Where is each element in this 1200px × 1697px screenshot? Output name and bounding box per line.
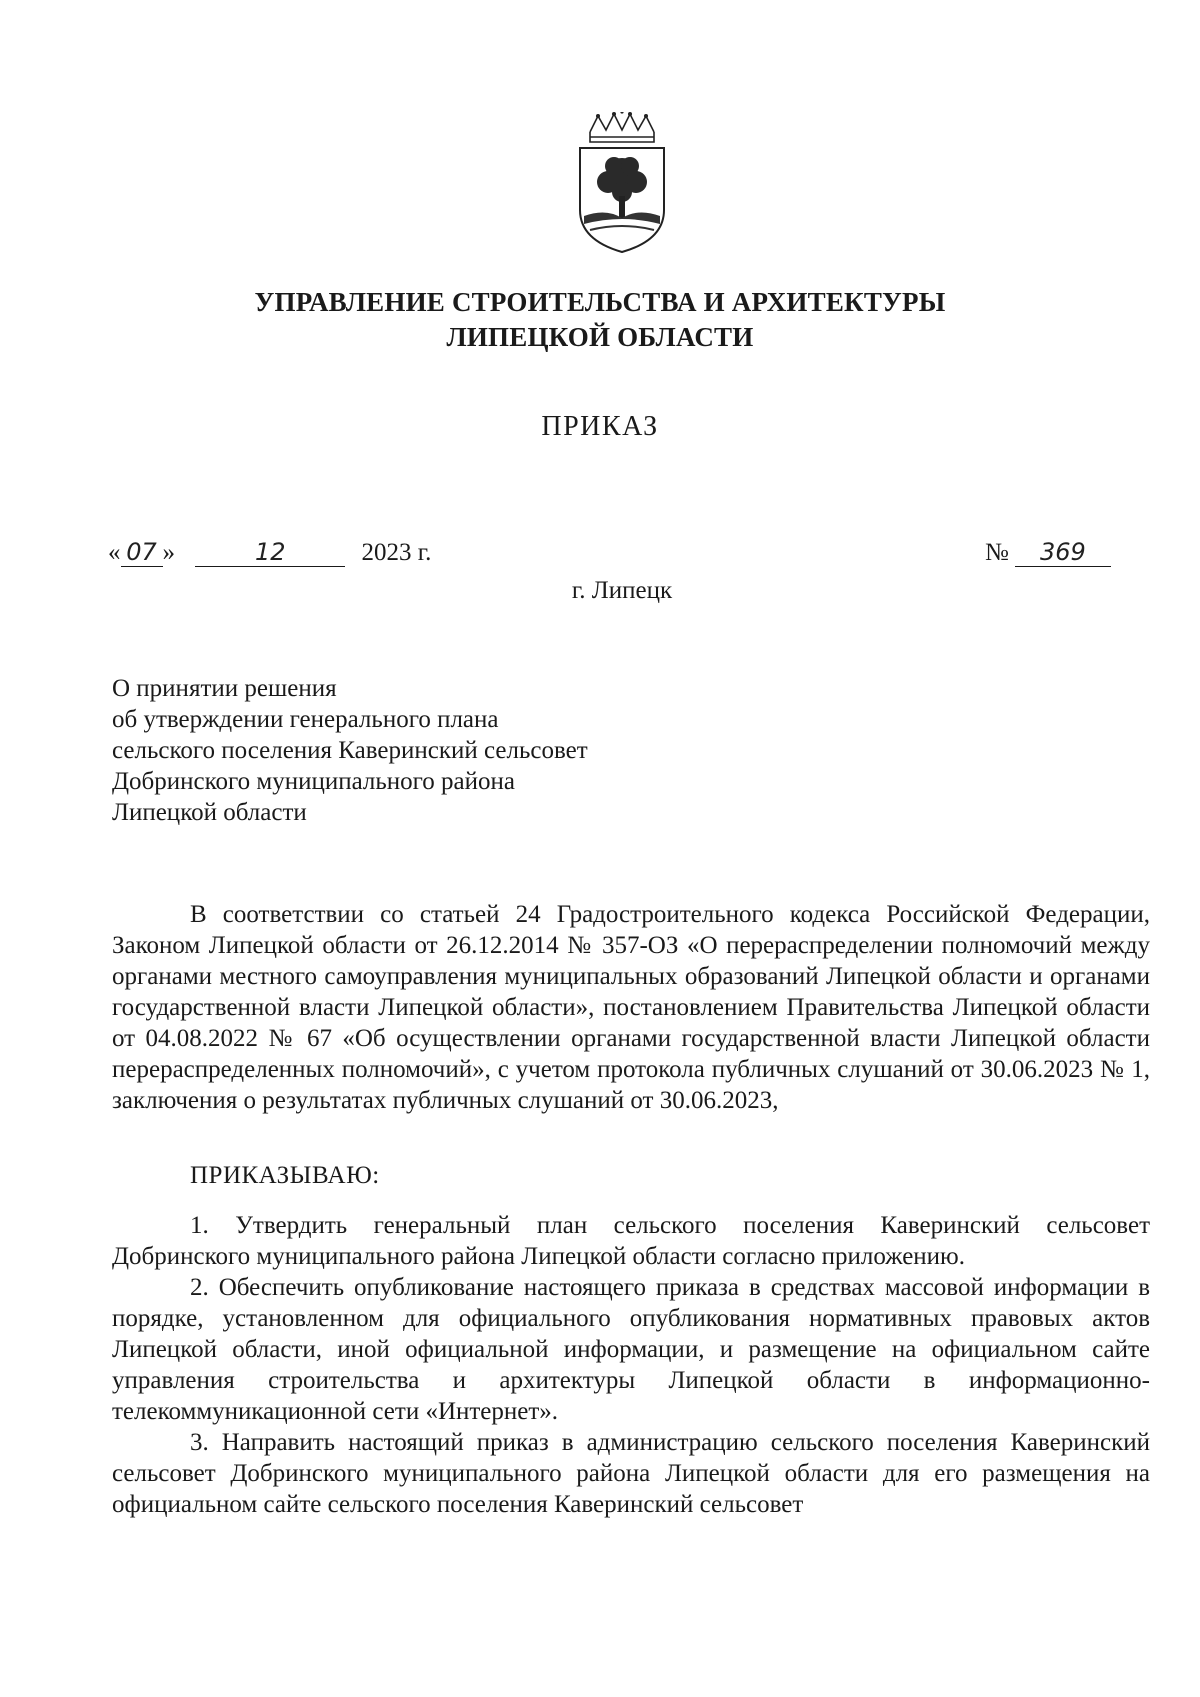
date-year: 2023 г. [361, 539, 432, 566]
subject-line: О принятии решения [112, 675, 337, 702]
document-type-title: ПРИКАЗ [541, 411, 659, 442]
date-month-handwritten: 12 [195, 540, 345, 567]
document-body [112, 899, 1150, 1520]
subject-line: об утверждении генерального плана [112, 706, 499, 733]
date-open-quote: « [108, 539, 121, 566]
order-item: 3. Направить настоящий приказ в администрацию сельского поселения Каверинский сельсовет Добринского муниципального района Липецкой области для его размещения на официальном сайте сельского поселения Каверинский сельсовет [112, 1429, 1150, 1518]
order-item: 2. Обеспечить опубликование настоящего приказа в средствах массовой информации в порядке, установленном для официального опубликования нормативных правовых актов Липецкой области, иной официальной информации, и размещение на официальном сайте управления строительства и архитектуры Липецкой области в информационно-телекоммуникационной сети «Интернет». [112, 1274, 1150, 1425]
date-day-handwritten: 07 [121, 540, 163, 567]
subject-line: сельского поселения Каверинский сельсовет [112, 737, 588, 764]
document-city: г. Липецк [571, 577, 673, 604]
subject-line: Липецкой области [112, 799, 307, 826]
order-item: 1. Утвердить генеральный план сельского поселения Каверинский сельсовет Добринского муниципального района Липецкой области согласно приложению. [112, 1212, 1150, 1270]
lipetsk-oblast-coat-of-arms-icon [576, 112, 668, 254]
number-sign: № [985, 539, 1009, 566]
document-date [108, 539, 431, 567]
agency-name-line-1: УПРАВЛЕНИЕ СТРОИТЕЛЬСТВА И АРХИТЕКТУРЫ [254, 287, 946, 317]
date-close-quote: » [162, 539, 175, 566]
subject-line: Добринского муниципального района [112, 768, 516, 795]
number-value-handwritten: 369 [1015, 540, 1111, 567]
preamble-paragraph: В соответствии со статьей 24 Градостроительного кодекса Российской Федерации, Законом Липецкой области от 26.12.2014 № 357-ОЗ «О перераспределении полномочий между органами местного самоуправления муниципальных образований Липецкой области и органами государственной власти Липецкой области», постановлением Правительства Липецкой области от 04.08.2022 № 67 «Об осуществлении органами государственной власти Липецкой области перераспределенных полномочий», с учетом протокола публичных слушаний от 30.06.2023 № 1, заключения о результатах публичных слушаний от 30.06.2023, [112, 901, 1150, 1114]
document-number [985, 539, 1111, 567]
document-subject [112, 673, 588, 828]
agency-name-line-2: ЛИПЕЦКОЙ ОБЛАСТИ [446, 322, 754, 352]
order-word: ПРИКАЗЫВАЮ: [190, 1162, 380, 1189]
